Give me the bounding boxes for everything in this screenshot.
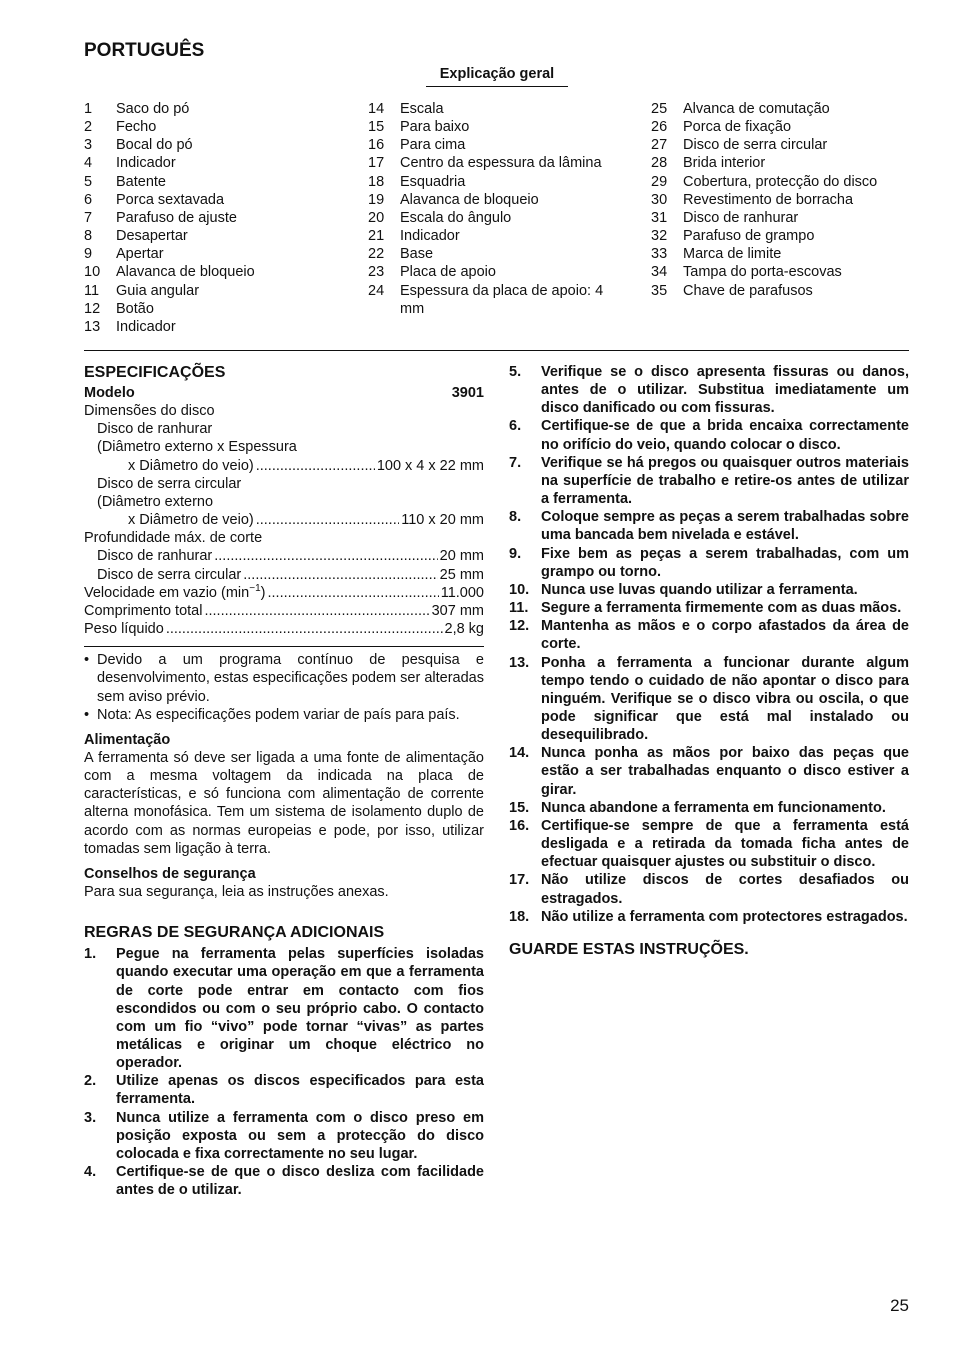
general-explanation-title: Explicação geral	[426, 66, 568, 87]
spec-note: • Devido a um programa contínuo de pesquisa e desenvolvimento, estas especificações podem ser alteradas sem aviso prévio.	[84, 652, 484, 705]
legend-item: 31 Disco de ranhurar	[651, 209, 799, 226]
legend-item: 15 Para baixo	[368, 119, 470, 136]
model-row	[84, 384, 484, 402]
spec-disc-dimensions: Dimensões do disco	[84, 403, 215, 420]
legend-item: 2 Fecho	[84, 119, 157, 136]
legend-item: 11 Guia angular	[84, 282, 200, 299]
legend-item: 7 Parafuso de ajuste	[84, 209, 237, 226]
legend-item: 18 Esquadria	[368, 173, 466, 190]
specifications-heading: ESPECIFICAÇÕES	[84, 364, 226, 381]
legend-column-2	[368, 100, 618, 318]
safety-tips-text: Para sua segurança, leia as instruções anexas.	[84, 884, 389, 901]
right-column	[509, 363, 909, 960]
left-column	[84, 363, 484, 1199]
rule-item: 9. Fixe bem as peças a serem trabalhadas, com um grampo ou torno.	[509, 545, 909, 580]
legend-item: 33 Marca de limite	[651, 246, 782, 263]
legend-item: 34 Tampa do porta-escovas	[651, 264, 842, 281]
spec-circular-disc: Disco de serra circular	[97, 475, 242, 492]
legend-item: 1 Saco do pó	[84, 101, 190, 117]
legend-column-3	[651, 100, 909, 300]
rule-item: 18. Não utilize a ferramenta com protectores estragados.	[509, 908, 908, 925]
legend-item: 9 Apertar	[84, 246, 164, 263]
spec-max-depth: Profundidade máx. de corte	[84, 530, 263, 547]
spec-circular-size: 110 x 20 mm	[401, 512, 484, 529]
rule-item: 3. Nunca utilize a ferramenta com o disco preso em posição exposta ou sem a protecção do disco colocada e fixa correctamente no seu lugar.	[84, 1109, 484, 1162]
legend-item: 5 Batente	[84, 173, 166, 190]
page-language-heading: PORTUGUÊS	[84, 40, 205, 61]
power-heading: Alimentação	[84, 731, 171, 748]
legend-item: 19 Alavanca de bloqueio	[368, 191, 539, 208]
spec-outer-thickness: (Diâmetro externo x Espessura	[97, 439, 297, 456]
legend-item: 20 Escala do ângulo	[368, 209, 512, 226]
save-instructions-heading: GUARDE ESTAS INSTRUÇÕES.	[509, 940, 749, 958]
legend-item: 6 Porca sextavada	[84, 191, 225, 208]
rule-item: 14. Nunca ponha as mãos por baixo das peças que estão a ser trabalhadas enquanto o disco estiver a girar.	[509, 745, 909, 798]
legend-column-1	[84, 100, 354, 336]
page-number: 25	[890, 1296, 909, 1315]
spec-length-row: Comprimento total ..... 307 mm	[84, 602, 484, 620]
rule-item: 4. Certifique-se de que o disco desliza com facilidade antes de o utilizar.	[84, 1164, 484, 1199]
rule-item: 10. Nunca use luvas quando utilizar a ferramenta.	[509, 581, 858, 598]
rule-item: 13. Ponha a ferramenta a funcionar durante algum tempo tendo o cuidado de não apontar o disco para ninguém. Verifique se o disco vibra ou oscila, o que pode significar que está mal instalado ou desequilibrado.	[509, 654, 909, 744]
legend-item: 29 Cobertura, protecção do disco	[651, 173, 878, 190]
legend-item: 16 Para cima	[368, 137, 466, 154]
spec-note: • Nota: As especificações podem variar de país para país.	[84, 706, 460, 723]
rule-item: 15. Nunca abandone a ferramenta em funcionamento.	[509, 799, 886, 816]
legend-item: 22 Base	[368, 246, 434, 263]
legend-item: 35 Chave de parafusos	[651, 282, 813, 299]
spec-weight-row: Peso líquido ..... 2,8 kg	[84, 620, 484, 638]
legend-item: 12 Botão	[84, 300, 154, 317]
spec-speed-row: Velocidade em vazio $(\min^{-1})$ ..... 11.000	[84, 584, 484, 602]
legend-item: 27 Disco de serra circular	[651, 137, 828, 154]
model-value: 3901	[451, 385, 484, 401]
spec-grooving-size: 100 x 4 x 22 mm	[376, 457, 484, 474]
rule-item: 5. Verifique se o disco apresenta fissuras ou danos, antes de o utilizar. Substitua imediatamente um disco danificado ou com fissuras.	[509, 364, 909, 417]
spec-grooving-size-row: x Diâmetro do veio) ..... 100 x 4 x 22 mm	[84, 457, 484, 475]
legend-item: 30 Revestimento de borracha	[651, 191, 854, 208]
spec-depth-grooving-row: Disco de ranhurar ..... 20 mm	[84, 547, 484, 565]
legend-item: 23 Placa de apoio	[368, 264, 496, 281]
rule-item: 2. Utilize apenas os discos especificados para esta ferramenta.	[84, 1073, 484, 1108]
rule-item: 11. Segure a ferramenta firmemente com as duas mãos.	[509, 600, 902, 617]
power-text: A ferramenta só deve ser ligada a uma fonte de alimentação com a mesma voltagem da indicada na placa de características, e só funciona com alimentação de corrente alterna monofásica. Tem um sistema de isolamento duplo de acordo com as normas europeias e pode, por isso, utilizar tomadas sem ligação à terra.	[84, 749, 484, 857]
spec-divider	[84, 646, 484, 647]
spec-depth-circular-row: Disco de serra circular ..... 25 mm	[84, 566, 484, 584]
legend-item: 10 Alavanca de bloqueio	[84, 264, 255, 281]
rule-item: 1. Pegue na ferramenta pelas superfícies isoladas quando executar uma operação em que a ferramenta de corte pode entrar em contacto com fios escondidos ou com o seu próprio cabo. O contacto com um fio “vivo” pode tornar “vivas” as partes metálicas e originar um choque eléctrico no operador.	[84, 946, 484, 1072]
rule-item: 8. Coloque sempre as peças a serem trabalhadas sobre uma bancada bem nivelada e estável.	[509, 509, 909, 544]
section-divider	[84, 350, 909, 351]
legend-item: 32 Parafuso de grampo	[651, 228, 815, 245]
legend-item: 26 Porca de fixação	[651, 119, 792, 136]
spec-grooving-disc: Disco de ranhurar	[97, 421, 213, 438]
model-label: Modelo	[84, 385, 135, 401]
legend-item: 8 Desapertar	[84, 228, 188, 245]
rule-item: 7. Verifique se há pregos ou quaisquer outros materiais na superfície de trabalho e retire-os antes de utilizar a ferramenta.	[509, 454, 909, 508]
spec-outer-diameter: (Diâmetro externo	[97, 493, 214, 510]
legend-item: 28 Brida interior	[651, 155, 766, 172]
legend-item: 24 Espessura da placa de apoio: 4 mm	[368, 282, 604, 317]
rule-item: 17. Não utilize discos de cortes desafiados ou estragados.	[509, 872, 909, 907]
safety-tips-heading: Conselhos de segurança	[84, 865, 256, 882]
legend-item: 17 Centro da espessura da lâmina	[368, 155, 602, 172]
rule-item: 12. Mantenha as mãos e o corpo afastados da área de corte.	[509, 618, 909, 653]
legend-item: 4 Indicador	[84, 155, 176, 172]
legend-item: 21 Indicador	[368, 228, 460, 245]
rule-item: 6. Certifique-se de que a brida encaixa correctamente no orifício do veio, quando colocar o disco.	[509, 418, 909, 453]
spec-circular-size-row: x Diâmetro de veio) ..... 110 x 20 mm	[84, 511, 484, 529]
rule-item: 16. Certifique-se sempre de que a ferramenta está desligada e a retirada da tomada ficha antes de efectuar quaisquer ajustes ou substituir o disco.	[509, 817, 909, 871]
legend-item: 13 Indicador	[84, 318, 176, 335]
legend-item: 3 Bocal do pó	[84, 137, 193, 154]
legend-item: 14 Escala	[368, 101, 444, 117]
legend-item: 25 Alvanca de comutação	[651, 101, 830, 117]
additional-rules-heading: REGRAS DE SEGURANÇA ADICIONAIS	[84, 924, 385, 942]
